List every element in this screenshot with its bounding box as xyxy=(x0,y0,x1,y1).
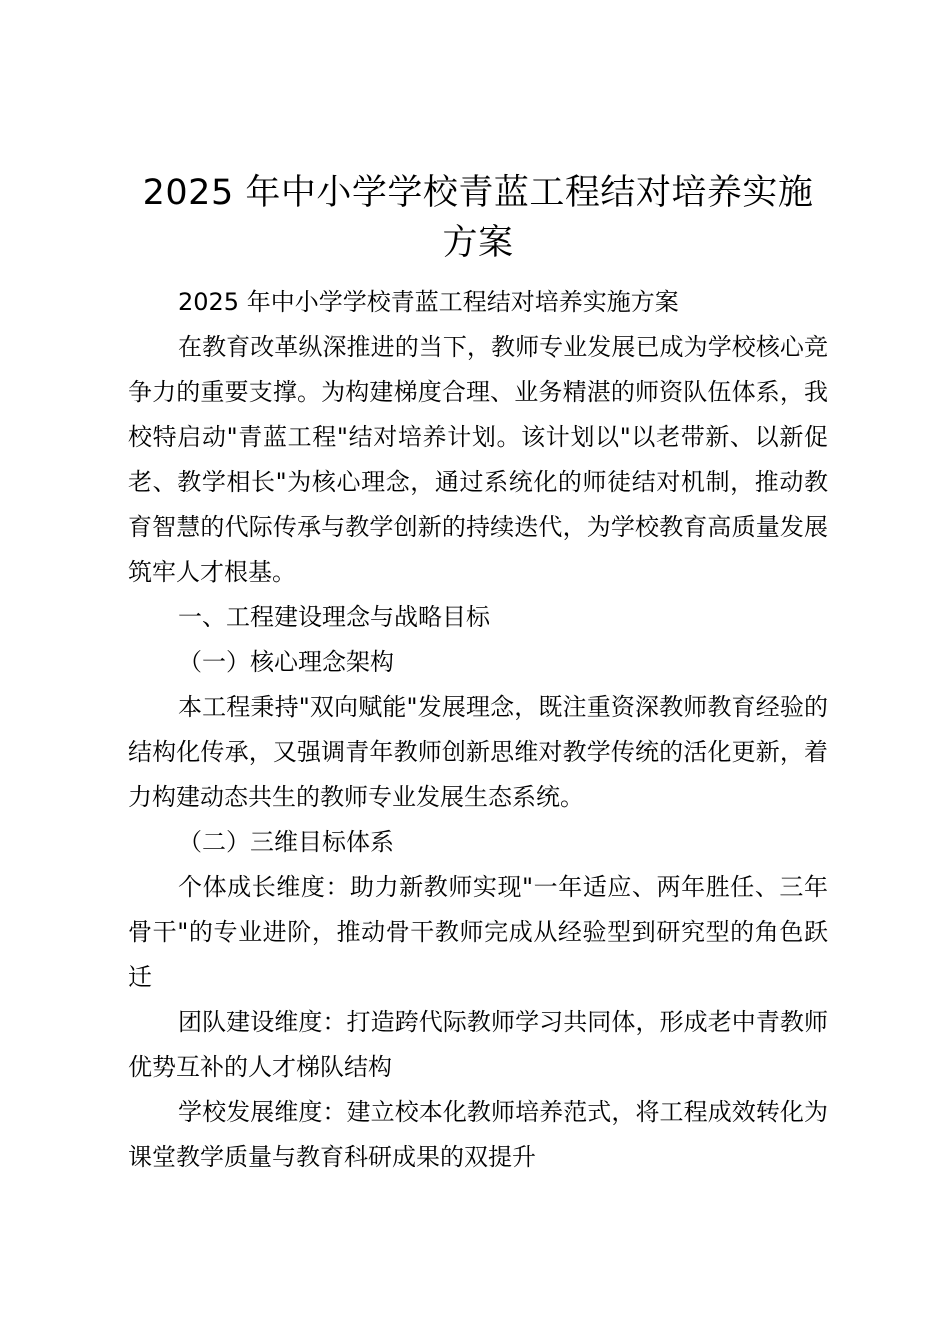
document-title: 2025 年中小学学校青蓝工程结对培养实施方案 xyxy=(142,173,814,263)
paragraph-individual-growth: 个体成长维度：助力新教师实现"一年适应、两年胜任、三年骨干"的专业进阶，推动骨干教师完成从经验型到研究型的角色跃迁 xyxy=(128,873,828,991)
paragraph-core-concept: 本工程秉持"双向赋能"发展理念，既注重资深教师教育经验的结构化传承，又强调青年教师创新思维对教学传统的活化更新，着力构建动态共生的教师专业发展生态系统。 xyxy=(128,693,828,811)
subsection-heading-2: （二）三维目标体系 xyxy=(178,828,394,856)
paragraph-intro: 在教育改革纵深推进的当下，教师专业发展已成为学校核心竞争力的重要支撑。为构建梯度合理、业务精湛的师资队伍体系，我校特启动"青蓝工程"结对培养计划。该计划以"以老带新、以新促老、教学相长"为核心理念，通过系统化的师徒结对机制，推动教育智慧的代际传承与教学创新的持续迭代，为学校教育高质量发展筑牢人才根基。 xyxy=(128,333,828,586)
subsection-heading-1: （一）核心理念架构 xyxy=(178,648,394,676)
paragraph-team-building: 团队建设维度：打造跨代际教师学习共同体，形成老中青教师优势互补的人才梯队结构 xyxy=(128,1008,828,1081)
paragraph-subtitle: 2025 年中小学学校青蓝工程结对培养实施方案 xyxy=(178,288,679,316)
document-page xyxy=(128,168,828,1180)
section-heading-1: 一、工程建设理念与战略目标 xyxy=(178,603,490,631)
paragraph-school-development: 学校发展维度：建立校本化教师培养范式，将工程成效转化为课堂教学质量与教育科研成果的双提升 xyxy=(128,1098,828,1171)
